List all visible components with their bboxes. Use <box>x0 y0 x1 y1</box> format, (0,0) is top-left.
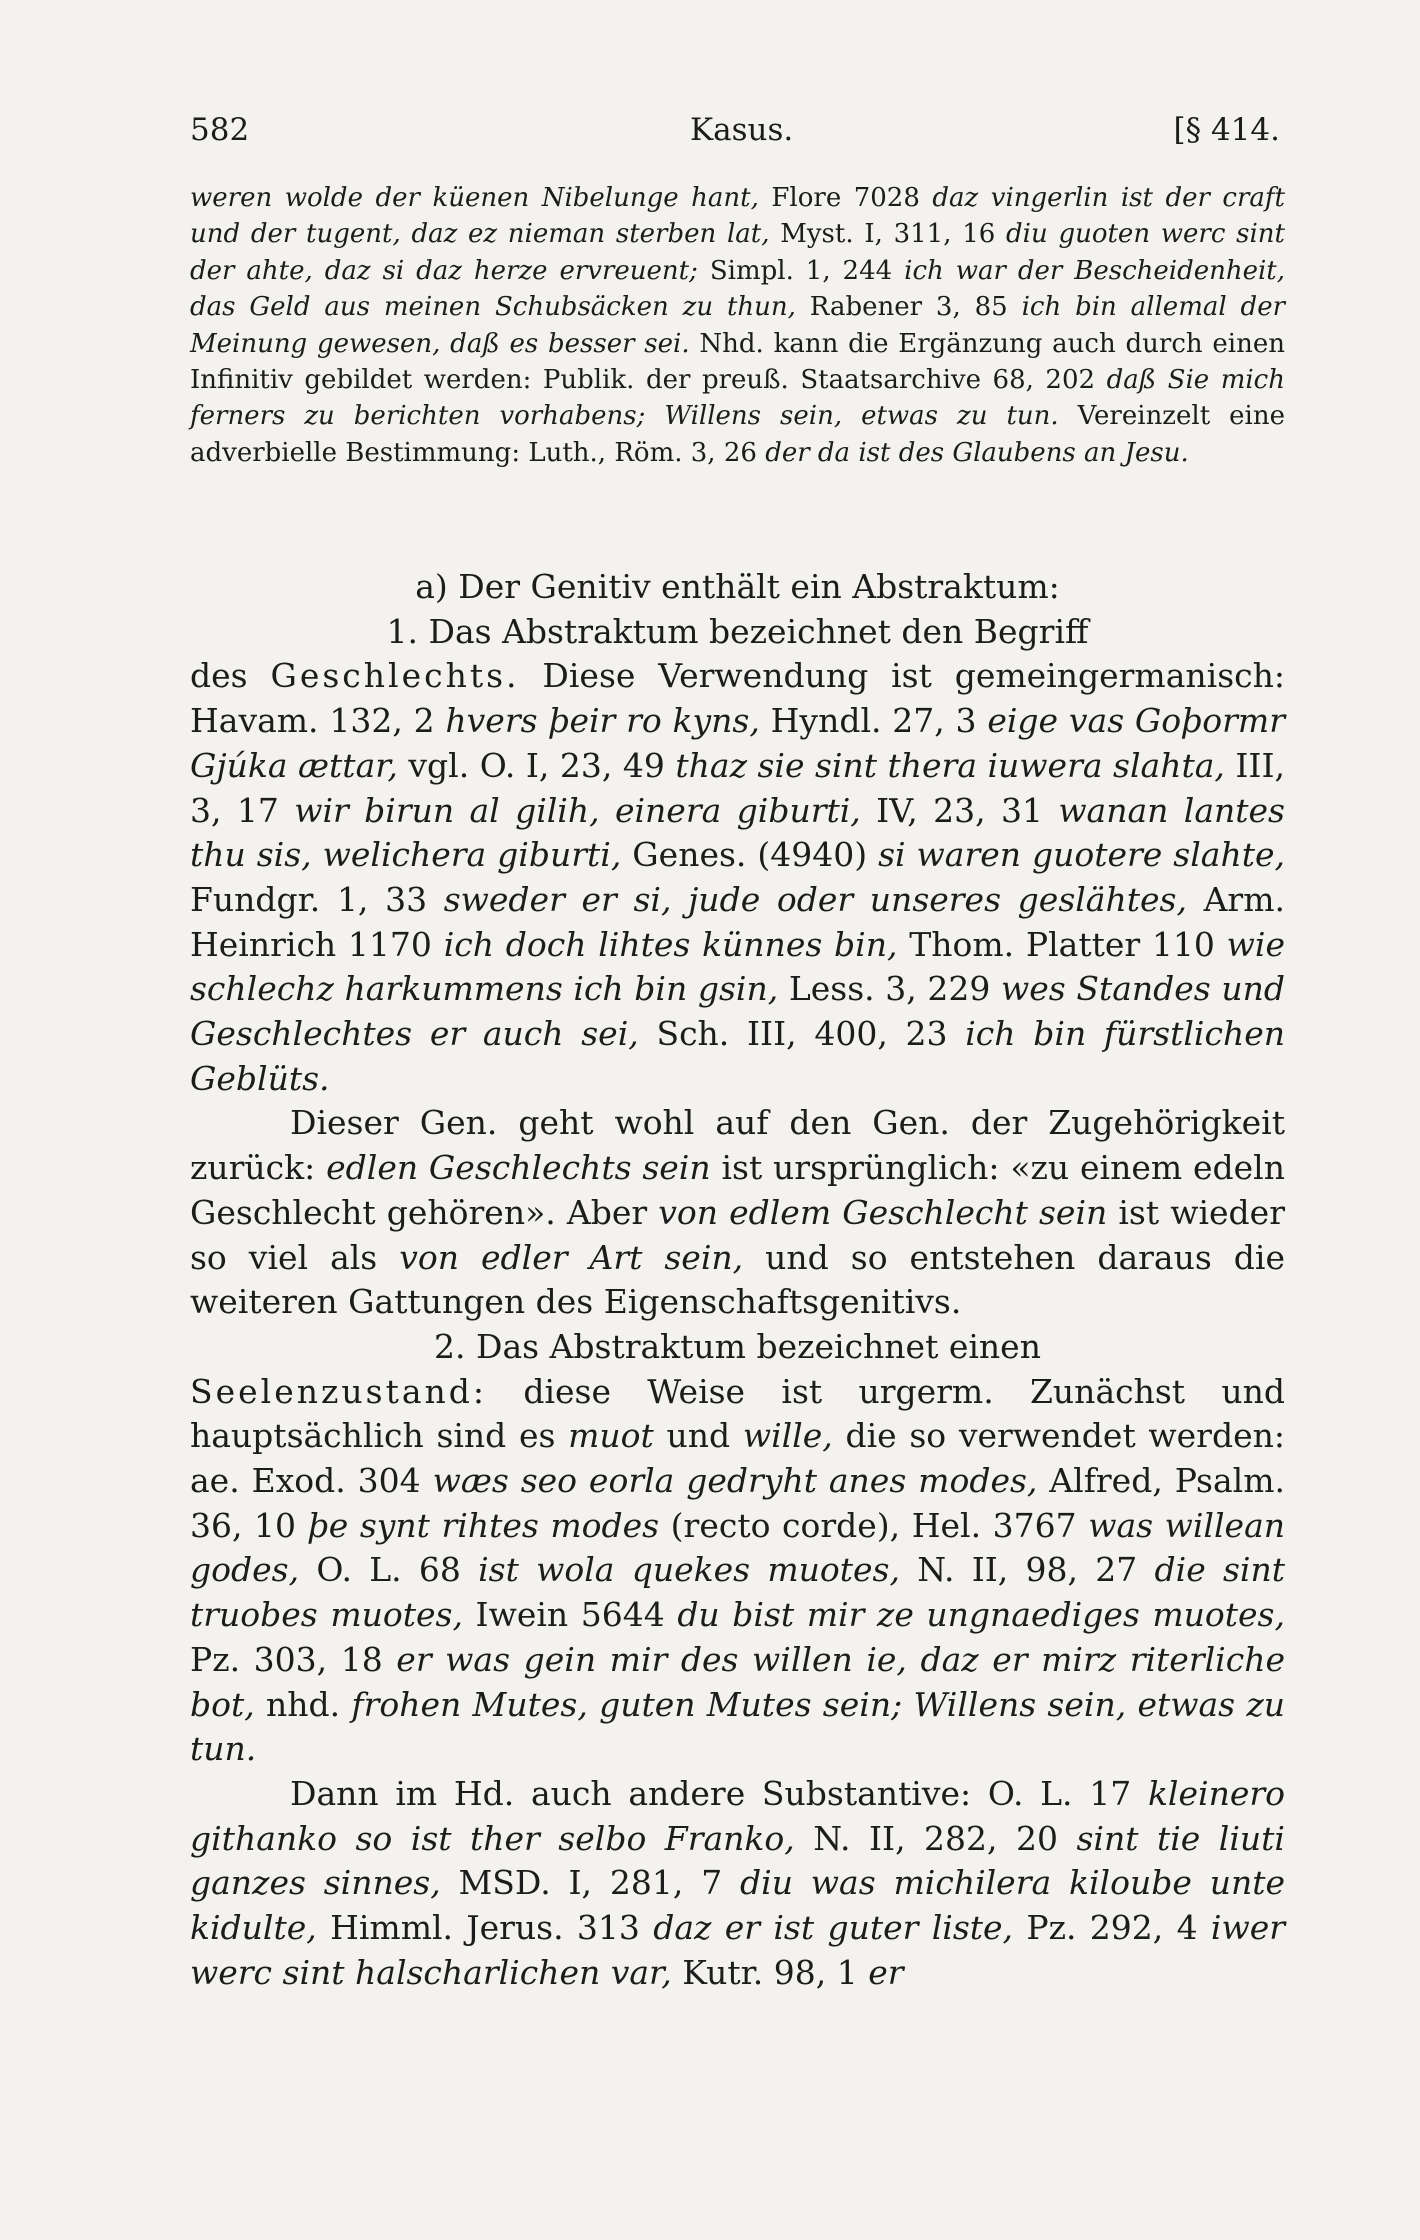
small-print-block <box>190 180 1285 471</box>
page-number: 582 <box>190 112 250 148</box>
small-paragraph: weren wolde der küenen Nibelunge hant, Flore 7028 daz vingerlin ist der craft und der tugent, daz ez nieman sterben lat, Myst. I, 311, 16 diu guoten werc sint der ahte, daz si daz herze ervreuent; Simpl. 1, 244 ich war der Bescheidenheit, das Geld aus meinen Schubsäcken zu thun, Rabener 3, 85 ich bin allemal der Meinung gewesen, daß es besser sei. Nhd. kann die Ergänzung auch durch einen Infinitiv gebildet werden: Publik. der preuß. Staatsarchive 68, 202 daß Sie mich ferners zu berichten vorhabens; Willens sein, etwas zu tun. Vereinzelt eine adverbielle Bestimmung: Luth., Röm. 3, 26 der da ist des Glaubens an Jesu. <box>190 183 1286 468</box>
para4: Dann im Hd. auch andere Substantive: O. L. 17 kleinero githanko so ist ther selbo Franko, N. II, 282, 20 sint tie liuti ganzes sinnes, MSD. I, 281, 7 diu was michilera kiloube unte kidulte, Himml. Jerus. 313 daz er ist guter liste, Pz. 292, 4 iwer werc sint halscharlichen var, Kutr. 98, 1 er <box>190 1773 1286 1992</box>
section-number: [§ 414. <box>1173 112 1280 148</box>
running-head: Kasus. <box>690 112 794 148</box>
para2: Dieser Gen. geht wohl auf den Gen. der Zugehörigkeit zurück: edlen Geschlechts sein ist ursprünglich: «zu einem edeln Geschlecht gehören». Aber von edlem Geschlecht sein ist wieder so viel als von edler Art sein, und so entstehen daraus die weiteren Gattungen des Eigenschaftsgenitivs. <box>190 1103 1286 1322</box>
main-text-block <box>190 565 1285 1996</box>
para3-heading: 2. Das Abstraktum bezeichnet einen <box>434 1326 1041 1366</box>
para1-body: des Geschlechts. Diese Verwendung ist gemeingermanisch: Havam. 132, 2 hvers þeir ro kyns, Hyndl. 27, 3 eige vas Goþormr Gjúka ættar, vgl. O. I, 23, 49 thaz sie sint thera iuwera slahta, III, 3, 17 wir birun al gilih, einera giburti, IV, 23, 31 wanan lantes thu sis, welichera giburti, Genes. (4940) si waren guotere slahte, Fundgr. 1, 33 sweder er si, jude oder unseres geslähtes, Arm. Heinrich 1170 ich doch lihtes künnes bin, Thom. Platter 110 wie schlechz harkummens ich bin gsin, Less. 3, 229 wes Standes und Geschlechtes er auch sei, Sch. III, 400, 23 ich bin fürstlichen Geblüts. <box>190 656 1285 1098</box>
page-header <box>190 112 1280 162</box>
para1-heading: 1. Das Abstraktum bezeichnet den Begriff <box>386 611 1089 651</box>
para3-body: Seelenzustand: diese Weise ist urgerm. Zunächst und hauptsächlich sind es muot und wille, die so verwendet werden: ae. Exod. 304 wæs seo eorla gedryht anes modes, Alfred, Psalm. 36, 10 þe synt rihtes modes (recto corde), Hel. 3767 was willean godes, O. L. 68 ist wola quekes muotes, N. II, 98, 27 die sint truobes muotes, Iwein 5644 du bist mir ze ungnaediges muotes, Pz. 303, 18 er was gein mir des willen ie, daz er mirz riterliche bot, nhd. frohen Mutes, guten Mutes sein; Willens sein, etwas zu tun. <box>190 1371 1285 1769</box>
heading-a: a) Der Genitiv enthält ein Abstraktum: <box>415 567 1060 606</box>
